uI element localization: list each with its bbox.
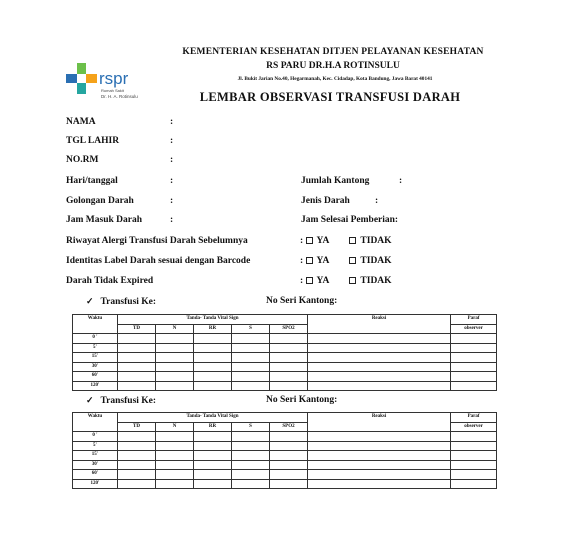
time-cell: 60'	[73, 470, 118, 480]
cell-spo2[interactable]	[270, 441, 308, 451]
cell-s[interactable]	[232, 381, 270, 391]
cell-reaksi[interactable]	[308, 353, 451, 363]
cell-paraf[interactable]	[451, 470, 497, 480]
cell-n[interactable]	[156, 381, 194, 391]
header-observer: observer	[451, 422, 497, 432]
header-n: N	[156, 422, 194, 432]
cell-spo2[interactable]	[270, 362, 308, 372]
checkmark-icon: ✓	[86, 395, 94, 405]
cell-rr[interactable]	[194, 441, 232, 451]
cell-s[interactable]	[232, 432, 270, 442]
logo-cross-top	[77, 63, 86, 74]
cell-s[interactable]	[232, 372, 270, 382]
label-hari-tanggal: Hari/tanggal	[66, 176, 118, 186]
cell-reaksi[interactable]	[308, 460, 451, 470]
cell-n[interactable]	[156, 362, 194, 372]
cell-s[interactable]	[232, 362, 270, 372]
cell-n[interactable]	[156, 372, 194, 382]
cell-td[interactable]	[118, 479, 156, 489]
table-row	[73, 441, 497, 451]
table-row	[73, 381, 497, 391]
label-transfusi-ke: Transfusi Ke:	[100, 297, 157, 307]
label-no-seri-kantong: No Seri Kantong:	[266, 395, 338, 405]
table-row	[73, 353, 497, 363]
cell-rr[interactable]	[194, 460, 232, 470]
cell-spo2[interactable]	[270, 381, 308, 391]
label-ya-q1: YA	[316, 236, 330, 246]
table-row	[73, 362, 497, 372]
table-row	[73, 470, 497, 480]
cell-s[interactable]	[232, 470, 270, 480]
cell-n[interactable]	[156, 334, 194, 344]
cell-spo2[interactable]	[270, 460, 308, 470]
label-transfusi-ke: Transfusi Ke:	[100, 396, 157, 406]
table-row	[73, 479, 497, 489]
logo-cross-right	[86, 74, 97, 83]
cell-rr[interactable]	[194, 451, 232, 461]
colon-golongan-darah: :	[170, 196, 174, 206]
cell-td[interactable]	[118, 372, 156, 382]
cell-s[interactable]	[232, 353, 270, 363]
header-td: TD	[118, 324, 156, 334]
colon-nama: :	[170, 117, 174, 127]
header-vital-sign: Tanda- Tanda Vital Sign	[118, 315, 308, 325]
cell-spo2[interactable]	[270, 343, 308, 353]
cell-paraf[interactable]	[451, 479, 497, 489]
cell-paraf[interactable]	[451, 353, 497, 363]
cell-spo2[interactable]	[270, 470, 308, 480]
header-s: S	[232, 422, 270, 432]
cell-td[interactable]	[118, 381, 156, 391]
cell-reaksi[interactable]	[308, 362, 451, 372]
time-cell: 0 '	[73, 432, 118, 442]
cell-n[interactable]	[156, 479, 194, 489]
header-paraf: Paraf	[451, 413, 497, 423]
cell-td[interactable]	[118, 362, 156, 372]
checkbox-tidak-q3[interactable]	[349, 277, 356, 284]
option-group-q2: : YA TIDAK	[300, 256, 392, 266]
cell-rr[interactable]	[194, 432, 232, 442]
cell-paraf[interactable]	[451, 441, 497, 451]
cell-td[interactable]	[118, 441, 156, 451]
checkbox-tidak-q2[interactable]	[349, 257, 356, 264]
cell-paraf[interactable]	[451, 451, 497, 461]
cell-s[interactable]	[232, 334, 270, 344]
header-paraf: Paraf	[451, 315, 497, 325]
cell-td[interactable]	[118, 451, 156, 461]
cell-s[interactable]	[232, 451, 270, 461]
time-cell: 120'	[73, 479, 118, 489]
colon-jenis-darah: :	[375, 196, 379, 206]
cell-n[interactable]	[156, 343, 194, 353]
time-cell: 5'	[73, 441, 118, 451]
cell-paraf[interactable]	[451, 432, 497, 442]
header-reaksi: Reaksi	[308, 315, 451, 334]
label-jam-selesai: Jam Selesai Pemberian:	[301, 215, 399, 225]
label-norm: NO.RM	[66, 155, 99, 165]
time-cell: 30'	[73, 362, 118, 372]
label-tidak-q3: TIDAK	[360, 276, 392, 286]
label-jam-masuk: Jam Masuk Darah	[66, 215, 143, 225]
header-reaksi: Reaksi	[308, 413, 451, 432]
time-cell: 5'	[73, 343, 118, 353]
label-ya-q3: YA	[316, 276, 330, 286]
header-n: N	[156, 324, 194, 334]
label-ya-q2: YA	[316, 256, 330, 266]
cell-n[interactable]	[156, 470, 194, 480]
label-no-seri-kantong: No Seri Kantong:	[266, 296, 338, 306]
time-cell: 30'	[73, 460, 118, 470]
cell-n[interactable]	[156, 460, 194, 470]
observation-table-1	[72, 314, 497, 391]
cell-reaksi[interactable]	[308, 451, 451, 461]
checkbox-ya-q1[interactable]	[306, 237, 313, 244]
hospital-address: Jl. Bukit Jarian No.40, Hegarmanah, Kec. Cidadap, Kota Bandung, Jawa Barat 40141	[237, 76, 433, 82]
header-s: S	[232, 324, 270, 334]
header-spo2: SPO2	[270, 324, 308, 334]
logo-word: rspr	[99, 69, 129, 88]
cell-paraf[interactable]	[451, 362, 497, 372]
cell-n[interactable]	[156, 441, 194, 451]
rspr-logo	[66, 60, 166, 102]
cell-td[interactable]	[118, 353, 156, 363]
cell-td[interactable]	[118, 343, 156, 353]
cell-s[interactable]	[232, 343, 270, 353]
header-waktu: Waktu	[73, 413, 118, 432]
table-row	[73, 432, 497, 442]
table-row	[73, 334, 497, 344]
cell-reaksi[interactable]	[308, 432, 451, 442]
option-group-q3: : YA TIDAK	[300, 276, 392, 286]
section-transfusi-1	[86, 296, 156, 307]
label-tidak-q2: TIDAK	[360, 256, 392, 266]
cell-spo2[interactable]	[270, 479, 308, 489]
logo-cross-bottom	[77, 83, 86, 94]
logo-cross-left	[66, 74, 77, 83]
cell-n[interactable]	[156, 432, 194, 442]
colon-jumlah-kantong: :	[399, 176, 403, 186]
table-row	[73, 451, 497, 461]
cell-spo2[interactable]	[270, 353, 308, 363]
ministry-name: KEMENTERIAN KESEHATAN DITJEN PELAYANAN KESEHATAN	[182, 47, 484, 57]
hospital-name: RS PARU DR.H.A ROTINSULU	[266, 61, 400, 71]
cell-td[interactable]	[118, 460, 156, 470]
cell-spo2[interactable]	[270, 432, 308, 442]
logo-sub2: Dr. H. A. Rotinsulu	[101, 94, 138, 99]
time-cell: 0 '	[73, 334, 118, 344]
question-riwayat-alergi: Riwayat Alergi Transfusi Darah Sebelumnya	[66, 236, 248, 246]
checkmark-icon: ✓	[86, 296, 94, 306]
time-cell: 15'	[73, 353, 118, 363]
label-jumlah-kantong: Jumlah Kantong	[301, 176, 370, 186]
cell-n[interactable]	[156, 353, 194, 363]
cell-paraf[interactable]	[451, 381, 497, 391]
cell-td[interactable]	[118, 432, 156, 442]
cell-reaksi[interactable]	[308, 381, 451, 391]
cell-td[interactable]	[118, 470, 156, 480]
cell-reaksi[interactable]	[308, 441, 451, 451]
cell-paraf[interactable]	[451, 343, 497, 353]
label-tgl-lahir: TGL LAHIR	[66, 136, 120, 146]
cell-spo2[interactable]	[270, 334, 308, 344]
cell-paraf[interactable]	[451, 460, 497, 470]
cell-spo2[interactable]	[270, 372, 308, 382]
label-golongan-darah: Golongan Darah	[66, 196, 134, 206]
form-title: LEMBAR OBSERVASI TRANSFUSI DARAH	[199, 90, 461, 104]
header-rr: RR	[194, 422, 232, 432]
observation-table-2	[72, 412, 497, 489]
header-rr: RR	[194, 324, 232, 334]
header-observer: observer	[451, 324, 497, 334]
cell-reaksi[interactable]	[308, 334, 451, 344]
table-row	[73, 343, 497, 353]
cell-paraf[interactable]	[451, 334, 497, 344]
cell-rr[interactable]	[194, 470, 232, 480]
colon-hari-tanggal: :	[170, 176, 174, 186]
cell-rr[interactable]	[194, 381, 232, 391]
cell-rr[interactable]	[194, 353, 232, 363]
label-jenis-darah: Jenis Darah	[301, 196, 350, 206]
colon-norm: :	[170, 155, 174, 165]
cell-spo2[interactable]	[270, 451, 308, 461]
cell-td[interactable]	[118, 334, 156, 344]
checkbox-tidak-q1[interactable]	[349, 237, 356, 244]
cell-reaksi[interactable]	[308, 372, 451, 382]
section-transfusi-2	[86, 395, 156, 406]
header-waktu: Waktu	[73, 315, 118, 334]
label-tidak-q1: TIDAK	[360, 236, 392, 246]
cell-rr[interactable]	[194, 362, 232, 372]
cell-paraf[interactable]	[451, 372, 497, 382]
cell-rr[interactable]	[194, 334, 232, 344]
logo-sub1: Rumah Sakit	[101, 88, 124, 93]
time-cell: 60'	[73, 372, 118, 382]
question-identitas-label: Identitas Label Darah sesuai dengan Barcode	[66, 256, 251, 266]
cell-n[interactable]	[156, 451, 194, 461]
cell-reaksi[interactable]	[308, 479, 451, 489]
checkbox-ya-q3[interactable]	[306, 277, 313, 284]
header-spo2: SPO2	[270, 422, 308, 432]
cell-rr[interactable]	[194, 372, 232, 382]
cell-s[interactable]	[232, 460, 270, 470]
label-nama: NAMA	[66, 117, 96, 127]
header-vital-sign: Tanda- Tanda Vital Sign	[118, 413, 308, 423]
cell-rr[interactable]	[194, 343, 232, 353]
time-cell: 120'	[73, 381, 118, 391]
checkbox-ya-q2[interactable]	[306, 257, 313, 264]
colon-jam-masuk: :	[170, 215, 174, 225]
option-group-q1: : YA TIDAK	[300, 236, 392, 246]
cell-s[interactable]	[232, 441, 270, 451]
header-td: TD	[118, 422, 156, 432]
table-row	[73, 372, 497, 382]
colon-tgl-lahir: :	[170, 136, 174, 146]
cell-reaksi[interactable]	[308, 343, 451, 353]
question-tidak-expired: Darah Tidak Expired	[66, 276, 154, 286]
table-row	[73, 460, 497, 470]
cell-rr[interactable]	[194, 479, 232, 489]
cell-reaksi[interactable]	[308, 470, 451, 480]
time-cell: 15'	[73, 451, 118, 461]
cell-s[interactable]	[232, 479, 270, 489]
